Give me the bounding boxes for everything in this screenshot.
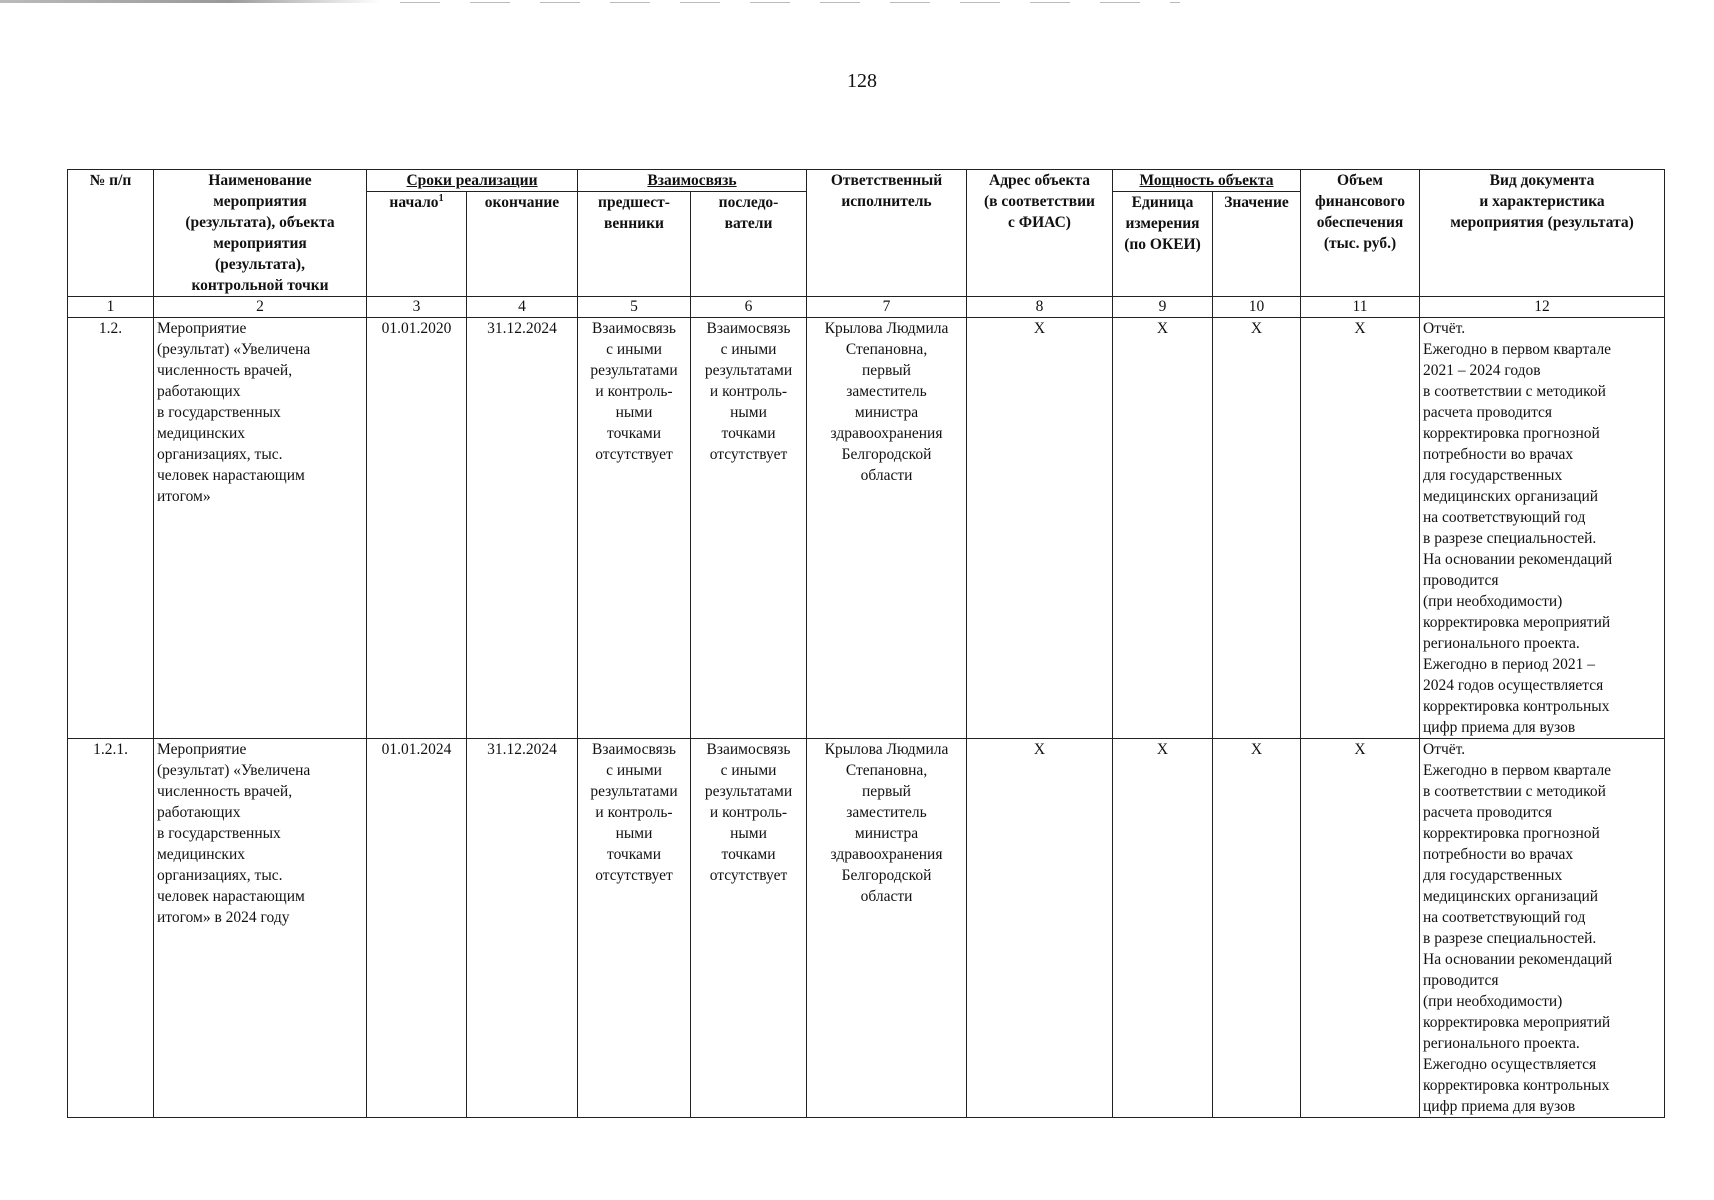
header-successors: последо- ватели — [691, 192, 807, 297]
scan-edge-mark — [0, 0, 380, 3]
row-value: X — [1213, 739, 1301, 1118]
row-start: 01.01.2020 — [367, 318, 467, 739]
row-unit: X — [1113, 739, 1213, 1118]
header-responsible: Ответственный исполнитель — [807, 170, 967, 297]
row-successors: Взаимосвязь с иными результатами и контроль- ными точками отсутствует — [691, 739, 807, 1118]
column-number: 9 — [1113, 297, 1213, 318]
row-finance: X — [1301, 318, 1420, 739]
header-doc-type: Вид документа и характеристика мероприятия (результата) — [1420, 170, 1665, 297]
row-finance: X — [1301, 739, 1420, 1118]
row-name: Мероприятие (результат) «Увеличена численность врачей, работающих в государственных медицинских организациях, тыс. человек нарастающим итогом» в 2024 году — [154, 739, 367, 1118]
header-relations-group: Взаимосвязь — [578, 170, 807, 192]
column-number: 8 — [967, 297, 1113, 318]
column-number: 12 — [1420, 297, 1665, 318]
row-responsible: Крылова Людмила Степановна, первый заместитель министра здравоохранения Белгородской области — [807, 739, 967, 1118]
scan-edge-dashes — [400, 2, 1180, 3]
column-number: 11 — [1301, 297, 1420, 318]
header-start — [367, 192, 467, 297]
page-number: 128 — [847, 70, 877, 92]
row-doc: Отчёт. Ежегодно в первом квартале в соответствии с методикой расчета проводится корректировка прогнозной потребности во врачах для государственных медицинских организаций на соответствующий год в разрезе специальностей. На основании рекомендаций проводится (при необходимости) корректировка мероприятий регионального проекта. Ежегодно осуществляется корректировка контрольных цифр приема для вузов — [1420, 739, 1665, 1118]
row-start: 01.01.2024 — [367, 739, 467, 1118]
row-num: 1.2. — [68, 318, 154, 739]
header-unit: Единица измерения (по ОКЕИ) — [1113, 192, 1213, 297]
row-value: X — [1213, 318, 1301, 739]
row-unit: X — [1113, 318, 1213, 739]
row-address: X — [967, 318, 1113, 739]
footnote-marker: 1 — [438, 193, 444, 205]
row-successors: Взаимосвязь с иными результатами и контроль- ными точками отсутствует — [691, 318, 807, 739]
header-finance: Объем финансового обеспечения (тыс. руб.) — [1301, 170, 1420, 297]
column-number: 5 — [578, 297, 691, 318]
header-num: № п/п — [68, 170, 154, 297]
column-number: 6 — [691, 297, 807, 318]
column-number: 1 — [68, 297, 154, 318]
row-predecessors: Взаимосвязь с иными результатами и контроль- ными точками отсутствует — [578, 318, 691, 739]
row-end: 31.12.2024 — [467, 739, 578, 1118]
row-end: 31.12.2024 — [467, 318, 578, 739]
header-terms-group: Сроки реализации — [367, 170, 578, 192]
header-predecessors: предшест- венники — [578, 192, 691, 297]
column-number-row — [68, 297, 1665, 318]
table-row — [68, 739, 1665, 1118]
row-doc: Отчёт. Ежегодно в первом квартале 2021 – 2024 годов в соответствии с методикой расчета проводится корректировка прогнозной потребности во врачах для государственных медицинских организаций на соответствующий год в разрезе специальностей. На основании рекомендаций проводится (при необходимости) корректировка мероприятий регионального проекта. Ежегодно в период 2021 – 2024 годов осуществляется корректировка контрольных цифр приема для вузов — [1420, 318, 1665, 739]
table-row — [68, 318, 1665, 739]
column-number: 3 — [367, 297, 467, 318]
header-start-label: начало — [389, 194, 439, 212]
row-predecessors: Взаимосвязь с иными результатами и контроль- ными точками отсутствует — [578, 739, 691, 1118]
row-address: X — [967, 739, 1113, 1118]
column-number: 7 — [807, 297, 967, 318]
row-responsible: Крылова Людмила Степановна, первый заместитель министра здравоохранения Белгородской области — [807, 318, 967, 739]
header-row-1 — [68, 170, 1665, 192]
column-number: 10 — [1213, 297, 1301, 318]
header-name: Наименование мероприятия (результата), объекта мероприятия (результата), контрольной точки — [154, 170, 367, 297]
header-capacity-group: Мощность объекта — [1113, 170, 1301, 192]
row-num: 1.2.1. — [68, 739, 154, 1118]
activities-table — [67, 169, 1665, 1118]
header-address: Адрес объекта (в соответствии с ФИАС) — [967, 170, 1113, 297]
row-name: Мероприятие (результат) «Увеличена численность врачей, работающих в государственных медицинских организациях, тыс. человек нарастающим итогом» — [154, 318, 367, 739]
header-end: окончание — [467, 192, 578, 297]
column-number: 2 — [154, 297, 367, 318]
header-value: Значение — [1213, 192, 1301, 297]
column-number: 4 — [467, 297, 578, 318]
